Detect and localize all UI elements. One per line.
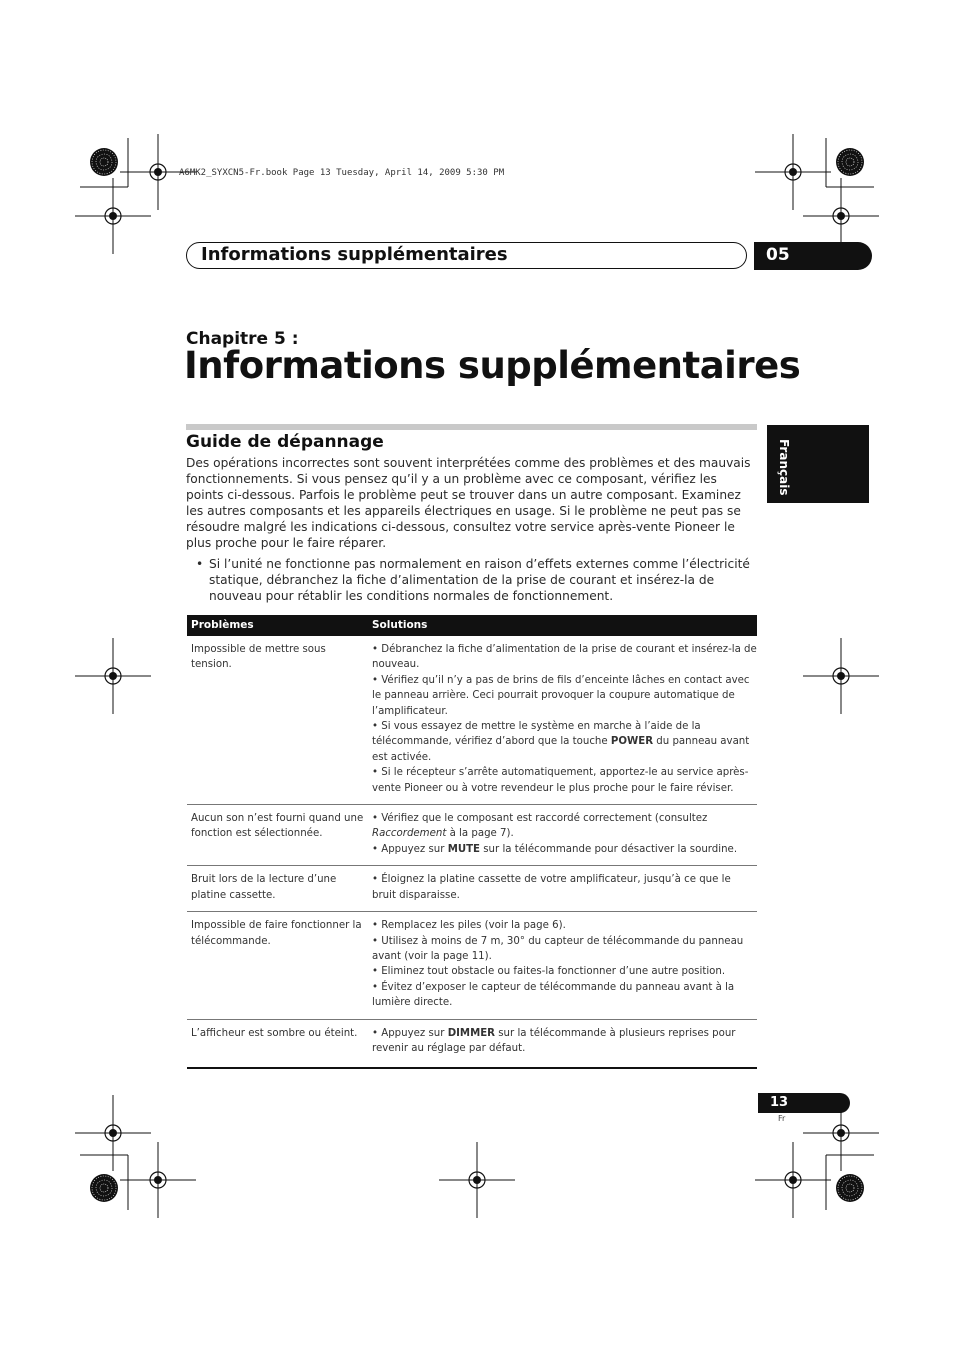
problem-cell: Bruit lors de la lecture d’une platine cassette. [187,866,368,912]
solution-line: • Vérifiez que le composant est raccordé correctement (consultez Raccordement à la page 7). [372,813,708,840]
column-header-solutions: Solutions [368,615,757,636]
registration-mark-icon [439,1142,515,1218]
page-language-code: Fr [778,1114,786,1123]
registration-mark-icon [75,638,151,714]
page-number-badge [758,1093,850,1113]
solution-cell [368,636,757,805]
registration-wheel-icon [836,1174,864,1202]
registration-mark-icon [755,134,831,210]
table-row [187,1019,757,1068]
column-header-problems: Problèmes [187,615,368,636]
solution-cell [368,866,757,912]
chapter-number-badge [754,242,872,270]
table-header-row [187,615,757,636]
solution-line: • Vérifiez qu’il n’y a pas de brins de fils d’enceinte lâches en contact avec le panneau arrière. Ceci pourrait provoquer la coupure automatique de l’amplificateur. [372,674,750,717]
solution-line: • Remplacez les piles (voir la page 6). [372,920,566,932]
solution-cell [368,1019,757,1068]
solution-line: • Éloignez la platine cassette de votre amplificateur, jusqu’à ce que le bruit disparaisse. [372,874,731,901]
registration-mark-icon [75,178,151,254]
solution-line: • Appuyez sur MUTE sur la télécommande pour désactiver la sourdine. [372,843,738,855]
table-row [187,636,757,805]
mute-key-label: MUTE [447,843,481,855]
power-key-label: POWER [610,736,654,748]
solution-line: • Appuyez sur DIMMER sur la télécommande à plusieurs reprises pour revenir au réglage par défaut. [372,1027,736,1054]
language-tab [767,425,869,503]
registration-wheel-icon [90,148,118,176]
dimmer-key-label: DIMMER [447,1027,496,1039]
section-title: Guide de dépannage [186,432,384,452]
bullet-text: Si l’unité ne fonctionne pas normalement en raison d’effets externes comme l’électricité statique, débranchez la fiche d’alimentation de la prise de courant et insérez-la de nouveau pour rétablir les conditions normales de fonctionnement. [209,557,750,603]
solution-line: • Utilisez à moins de 7 m, 30° du capteur de télécommande du panneau avant (voir la page 11). [372,935,744,962]
chapter-number: 05 [766,245,790,265]
solution-line: • Évitez d’exposer le capteur de télécommande du panneau avant à la lumière directe. [372,981,735,1009]
section-rule [186,424,757,430]
registration-mark-icon [755,1142,831,1218]
table-row [187,805,757,866]
solution-line: • Eliminez tout obstacle ou faites-la fonctionner d’une autre position. [372,966,726,978]
solution-line: • Si vous essayez de mettre le système en marche à l’aide de la télécommande, vérifiez d’abord que la touche POWER du panneau avant est activée. [372,721,750,763]
registration-mark-icon [75,1095,151,1171]
section-reference: Raccordement [372,828,447,840]
problem-cell: L’afficheur est sombre ou éteint. [187,1019,368,1068]
intro-paragraph: Des opérations incorrectes sont souvent interprétées comme des problèmes et des mauvais fonctionnements. Si vous pensez qu’il y a un problème avec ce composant, vérifiez les points ci-dessous. Parfois le problème peut se trouver dans un autre composant. Examinez les autres composants et les appareils électriques en usage. Si le problème ne peut pas se résoudre malgré les indications ci-dessous, consultez votre service après-vente Pioneer le plus proche pour le faire réparer. [186,456,751,550]
page-number: 13 [770,1095,789,1110]
header-title: Informations supplémentaires [201,244,508,265]
table-row [187,866,757,912]
book-file-line: A6MK2_SYXCN5-Fr.book Page 13 Tuesday, April 14, 2009 5:30 PM [179,168,505,178]
solution-cell [368,912,757,1019]
registration-mark-icon [803,638,879,714]
registration-mark-icon [120,1142,196,1218]
solution-line: • Si le récepteur s’arrête automatiquement, apportez-le au service après-vente Pioneer ou à votre revendeur le plus proche pour le faire réviser. [372,767,749,794]
problem-cell: Impossible de mettre sous tension. [187,636,368,805]
registration-wheel-icon [90,1174,118,1202]
bullet-dot-icon: • [196,557,204,571]
registration-wheel-icon [836,148,864,176]
table-row [187,912,757,1019]
chapter-label: Chapitre 5 : [186,329,299,349]
chapter-title: Informations supplémentaires [184,344,801,387]
problem-cell: Aucun son n’est fourni quand une fonction est sélectionnée. [187,805,368,866]
solution-line: • Débranchez la fiche d’alimentation de la prise de courant et insérez-la de nouveau. [372,644,757,671]
solution-cell [368,805,757,866]
troubleshooting-table [187,615,757,1069]
problem-cell: Impossible de faire fonctionner la télécommande. [187,912,368,1019]
language-tab-label: Français [777,439,791,496]
